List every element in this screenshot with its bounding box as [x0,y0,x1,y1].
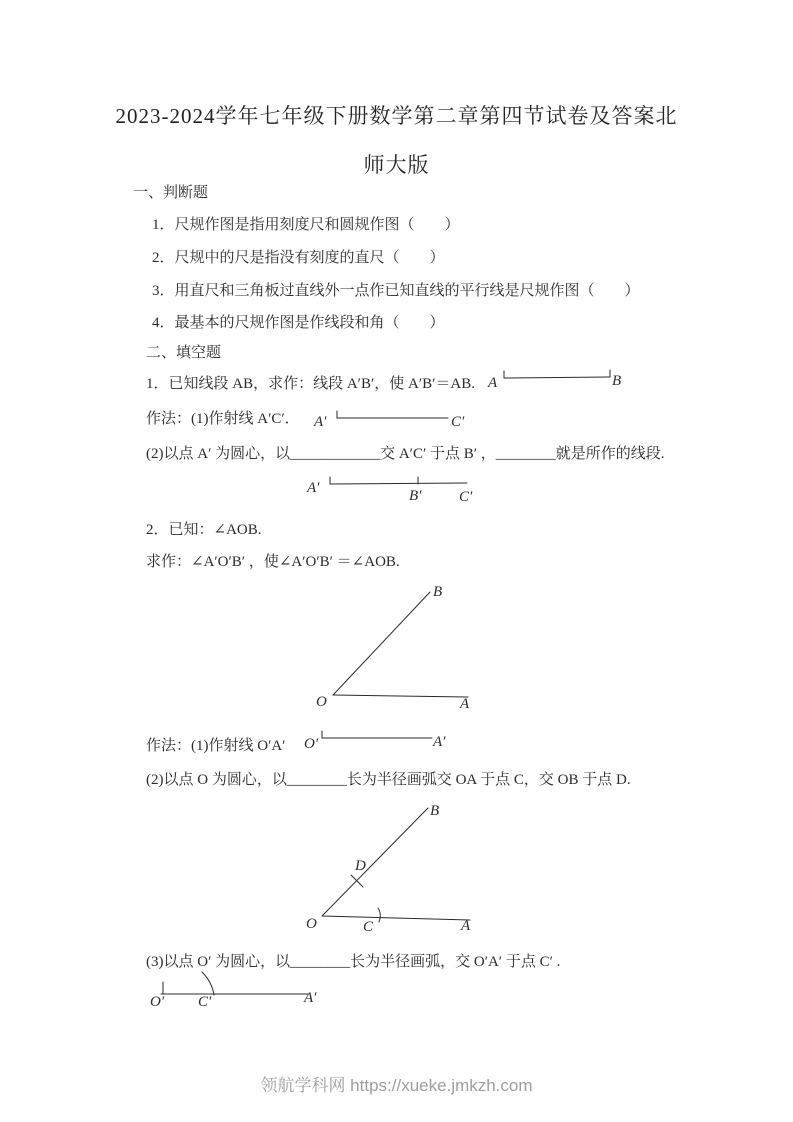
diagram-segment-ab [488,366,628,396]
fill-q2-step2: (2)以点 O 为圆心，以________长为半径画弧交 OA 于点 C，交 OB 于点 D. [146,772,631,788]
point-label-a-prime: A′ [314,414,327,430]
diagram-ray-oca [148,968,343,1014]
point-label-o-prime: O′ [150,994,165,1010]
fill-q2-ask: 求作：∠A′O′B′ ，使∠A′O′B′ ＝∠AOB. [146,554,400,570]
point-label-c-prime: C′ [198,994,212,1010]
point-label-a-prime: A′ [304,990,317,1006]
section-fill-heading: 二、填空题 [146,345,222,361]
section-judge-heading: 一、判断题 [133,185,209,201]
site-watermark: 领航学科网 https://xueke.jmkzh.com [260,1076,533,1095]
fill-q2-stem: 2．已知：∠AOB. [146,522,262,538]
point-label-c: C [363,919,374,935]
judge-question-3: 3．用直尺和三角板过直线外一点作已知直线的平行线是尺规作图（ ） [152,283,640,299]
point-label-b-prime: B′ [409,488,422,504]
fill-q1-step2: (2)以点 A′ 为圆心，以____________交 A′C′ 于点 B′ ，________就是所作的线段. [146,446,665,462]
point-label-a: A [488,375,498,391]
ray-ob-line [322,808,428,916]
document-title-line-2: 师大版 [363,153,430,177]
diagram-ray-a-c [312,406,477,436]
point-label-a: A [460,696,470,712]
diagram-segment-abc [303,470,518,508]
point-label-d: D [355,858,366,874]
segment-line [504,377,610,378]
point-label-a-prime: A′ [433,734,446,750]
point-label-c-prime: C′ [451,414,465,430]
judge-question-2: 2．尺规中的尺是指没有刻度的直尺（ ） [152,250,445,266]
point-label-a-prime: A′ [307,480,320,496]
point-label-o: O [306,916,317,932]
fill-q2-step1: 作法：(1)作射线 O′A′ [146,738,286,754]
point-label-o: O [316,694,327,710]
diagram-ray-o-a [300,729,455,757]
ray-oa-line [322,916,470,920]
point-label-c-prime: C′ [459,489,473,505]
judge-question-1: 1．尺规作图是指用刻度尺和圆规作图（ ） [152,217,460,233]
diagram-angle-aob [308,582,488,710]
fill-q1-step1: 作法：(1)作射线 A′C′． [146,411,300,427]
point-label-o-prime: O′ [304,736,319,752]
document-title-line-1: 2023-2024学年七年级下册数学第二章第四节试卷及答案北 [115,104,678,128]
point-label-a: A [461,918,471,934]
diagram-angle-aob-marked [300,800,485,934]
ray-ob-line [333,592,430,695]
point-label-b: B [612,373,622,389]
fill-q2-step3: (3)以点 O′ 为圆心，以________长为半径画弧，交 O′A′ 于点 C′ . [146,954,561,970]
segment-line [330,483,467,484]
fill-q1-stem: 1．已知线段 AB，求作：线段 A′B′，使 A′B′＝AB. [146,376,475,392]
point-c-arc [202,972,214,995]
judge-question-4: 4．最基本的尺规作图是作线段和角（ ） [152,315,445,331]
point-label-b: B [430,803,440,819]
point-label-b: B [433,584,443,600]
point-c-arc-tick [378,908,380,922]
ray-oa-line [333,695,468,697]
